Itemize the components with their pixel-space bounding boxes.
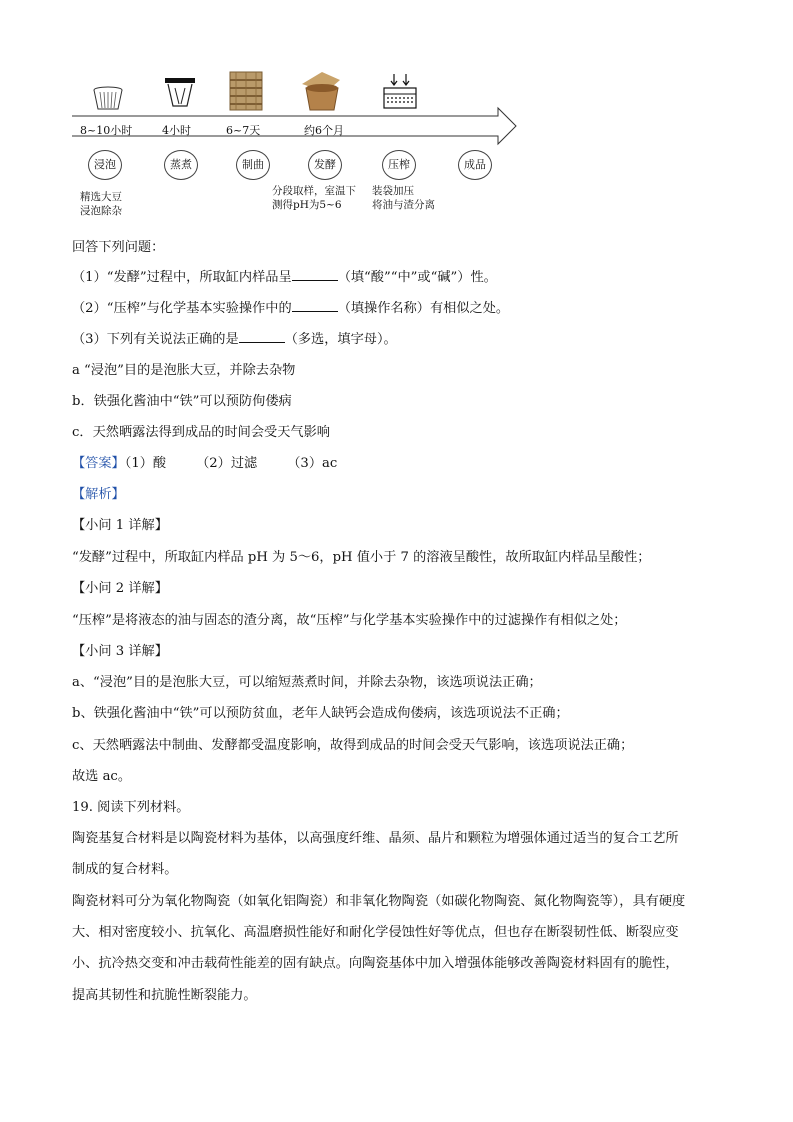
time-koji: 6~7天 — [226, 124, 261, 137]
sub1-heading: 【小问 1 详解】 — [72, 518, 168, 533]
step-koji: 制曲 — [236, 150, 270, 180]
answer-blank-3 — [239, 330, 285, 343]
time-soak: 8~10小时 — [80, 124, 133, 137]
paragraph-2-line-2: 大、相对密度较小、抗氧化、高温磨损性能好和耐化学侵蚀性好等优点，但也存在断裂韧性低、断裂应变 — [72, 925, 679, 940]
paragraph-2-line-3: 小、抗冷热交变和冲击载荷性能差的固有缺点。向陶瓷基体中加入增强体能够改善陶瓷材料固有的脆性， — [72, 956, 679, 971]
answer-blank-2 — [292, 299, 338, 312]
paragraph-2-line-1: 陶瓷材料可分为氧化物陶瓷（如氧化铝陶瓷）和非氧化物陶瓷（如碳化物陶瓷、氮化物陶瓷等），具有硬度 — [72, 894, 686, 909]
step-product: 成品 — [458, 150, 492, 180]
option-b: b．铁强化酱油中“铁”可以预防佝偻病 — [72, 394, 292, 409]
note-press: 装袋加压 将油与渣分离 — [372, 185, 435, 211]
question-19-title: 19. 阅读下列材料。 — [72, 800, 190, 815]
analysis-tag: 【解析】 — [72, 487, 125, 502]
answer-blank-1 — [292, 268, 338, 281]
time-ferment: 约6个月 — [304, 124, 344, 137]
sub2-heading: 【小问 2 详解】 — [72, 581, 168, 596]
sub3-heading: 【小问 3 详解】 — [72, 644, 168, 659]
option-a: a “浸泡”目的是泡胀大豆，并除去杂物 — [72, 363, 296, 378]
sub3-a: a、“浸泡”目的是泡胀大豆，可以缩短蒸煮时间，并除去杂物，该选项说法正确； — [72, 675, 542, 690]
answer-tag: 【答案】 — [72, 456, 125, 471]
sub1-text: “发酵”过程中，所取缸内样品 pH 为 5～6，pH 值小于 7 的溶液呈酸性，故所取缸内样品呈酸性； — [72, 550, 651, 565]
paragraph-1-line-1: 陶瓷基复合材料是以陶瓷材料为基体，以高强度纤维、晶须、晶片和颗粒为增强体通过适当的复合工艺所 — [72, 831, 679, 846]
question-3: （3）下列有关说法正确的是 （多选，填字母）。 — [72, 332, 397, 347]
step-steam: 蒸煮 — [164, 150, 198, 180]
note-soak: 精选大豆 浸泡除杂 — [80, 191, 122, 217]
note-ferment: 分段取样，室温下 测得pH为5~6 — [272, 185, 356, 211]
paragraph-2-line-4: 提高其韧性和抗脆性断裂能力。 — [72, 988, 257, 1003]
answer-line: 【答案】（1）酸 （2）过滤 （3）ac — [72, 456, 338, 471]
question-1: （1）“发酵”过程中，所取缸内样品呈 （填“酸”“中”或“碱”）性。 — [72, 270, 497, 285]
paragraph-1-line-2: 制成的复合材料。 — [72, 862, 178, 877]
intro-text: 回答下列问题： — [72, 240, 165, 255]
sub3-b: b、铁强化酱油中“铁”可以预防贫血，老年人缺钙会造成佝偻病，该选项说法不正确； — [72, 706, 569, 721]
sub3-c: c、天然晒露法中制曲、发酵都受温度影响，故得到成品的时间会受天气影响，该选项说法正确； — [72, 738, 634, 753]
timeline-arrow — [70, 106, 520, 146]
conclusion: 故选 ac。 — [72, 769, 132, 784]
sub2-text: “压榨”是将液态的油与固态的渣分离，故“压榨”与化学基本实验操作中的过滤操作有相似之处； — [72, 613, 627, 628]
question-2: （2）“压榨”与化学基本实验操作中的 （填操作名称）有相似之处。 — [72, 301, 510, 316]
option-c: c．天然晒露法得到成品的时间会受天气影响 — [72, 425, 330, 440]
step-soak: 浸泡 — [88, 150, 122, 180]
step-ferment: 发酵 — [308, 150, 342, 180]
process-diagram — [0, 0, 793, 230]
time-steam: 4小时 — [162, 124, 191, 137]
step-press: 压榨 — [382, 150, 416, 180]
